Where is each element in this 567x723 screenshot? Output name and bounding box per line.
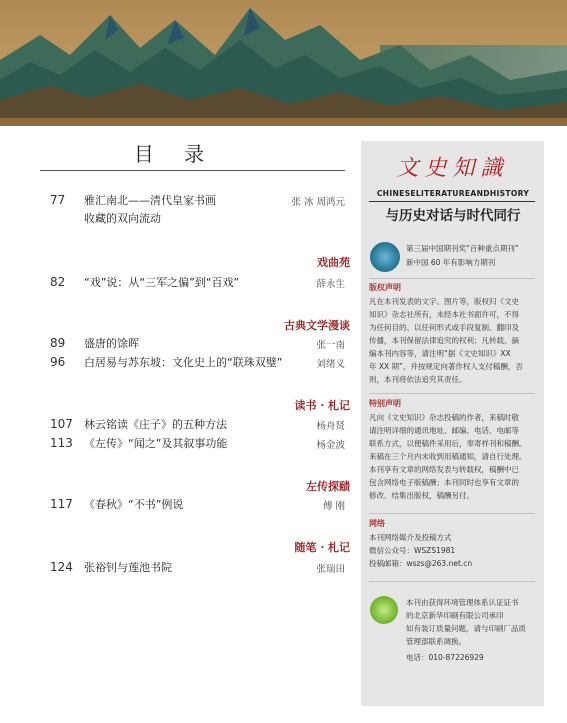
entry-author: 张瑞田 — [316, 564, 345, 575]
landscape-painting-banner — [0, 0, 567, 126]
printer-info: 如有装订质量问题，请与印刷厂品质 — [406, 624, 526, 633]
network-heading: 网络 — [369, 519, 385, 528]
english-title: CHINESELITERATUREANDHISTORY — [376, 189, 530, 198]
section-header-classical-literature: 古典文学漫谈 — [284, 319, 350, 332]
section-header-essays: 随笔 · 札记 — [294, 541, 350, 554]
printer-info: 管理部联系调换。 — [406, 637, 466, 646]
entry-title: 盛唐的馀晖 — [84, 337, 139, 350]
entry-title: 雅汇南北——清代皇家书画 — [84, 194, 216, 207]
special-notice-text: 修改、结集出版权，稿酬另付。 — [369, 491, 474, 500]
entry-author: 张一南 — [316, 340, 345, 351]
section-header-zuozhuan: 左传探赜 — [306, 480, 350, 493]
special-notice-text: 本刊享有文章的网络发表与转载权，稿酬中已 — [369, 465, 519, 474]
entry-author: 张 冰 周鸿元 — [291, 197, 345, 208]
page-number: 77 — [50, 193, 66, 207]
entry-title: 《春秋》“不书”例说 — [84, 498, 184, 511]
magazine-logo: 文史知識 — [396, 156, 509, 181]
award-badge-icon — [370, 242, 400, 272]
slogan: 与历史对话与时代同行 — [385, 208, 521, 224]
info-sidebar — [361, 141, 544, 706]
special-notice-text: 凡向《文史知识》杂志投稿的作者，来稿时敬 — [369, 413, 519, 422]
section-header-opera: 戏曲苑 — [317, 256, 350, 269]
page-number: 107 — [50, 417, 73, 431]
copyright-text: 凡在本刊发表的文字、图片等，版权归《文史 — [369, 297, 519, 306]
special-notice-text: 联系方式，以便稿件采用后，奉寄样刊和稿酬。 — [369, 439, 527, 448]
environment-cert-icon — [370, 596, 398, 624]
divider — [369, 278, 535, 279]
printer-phone: 电话：010-87226929 — [406, 653, 484, 662]
entry-title: 张裕钊与莲池书院 — [84, 561, 172, 574]
printer-info: 本刊由获得环境管理体系认证证书 — [406, 598, 519, 607]
award-line: 新中国 60 年有影响力期刊 — [406, 258, 496, 267]
entry-author: 杨金波 — [316, 440, 345, 451]
copyright-heading: 版权声明 — [369, 283, 401, 292]
special-notice-text: 来稿在三个月内未收到用稿通知，请自行处理。 — [369, 452, 527, 461]
award-line: 第三届中国期刊奖“百种重点期刊” — [406, 244, 519, 253]
network-text: 本刊网络媒介及投稿方式 — [369, 533, 452, 542]
entry-author: 薛永生 — [316, 279, 345, 290]
page-number: 89 — [50, 336, 66, 350]
entry-title-line2: 收藏的双向流动 — [84, 212, 161, 225]
divider — [369, 393, 535, 394]
copyright-text: 传播，本刊保留法律追究的权利；凡转载、摘 — [369, 336, 519, 345]
page-number: 124 — [50, 560, 73, 574]
divider — [369, 581, 535, 582]
title-divider — [40, 170, 345, 171]
entry-title: 林云铭读《庄子》的五种方法 — [84, 418, 227, 431]
copyright-text: 为任何目的、以任何形式或手段复制、翻印及 — [369, 323, 519, 332]
special-notice-text: 请注明详细的通讯地址、邮编、电话、电邮等 — [369, 426, 519, 435]
entry-title: “戏”说：从“三军之偏”到“百戏” — [84, 276, 240, 289]
special-notice-text: 包含网络电子版稿酬；本刊同时也享有文章的 — [369, 478, 519, 487]
entry-title: 《左传》“闻之”及其叙事功能 — [84, 437, 228, 450]
copyright-text: 知识》杂志社所有，未经本社书面许可，不得 — [369, 310, 519, 319]
entry-author: 刘绪义 — [316, 359, 345, 370]
entry-author: 傅 刚 — [322, 501, 345, 512]
copyright-text: 年 XX 期”，并按规定向著作权人支付稿酬，否 — [369, 362, 523, 371]
entry-title: 白居易与苏东坡：文化史上的“联珠双璧” — [84, 356, 283, 369]
page-number: 113 — [50, 436, 73, 450]
section-header-reading-notes: 读书 · 札记 — [294, 399, 350, 412]
special-notice-heading: 特别声明 — [369, 399, 401, 408]
toc-title: 目 录 — [133, 142, 217, 166]
printer-info: 的北京新华印刷有限公司承印 — [406, 611, 504, 620]
landscape-painting — [0, 0, 567, 126]
submission-email: 投稿邮箱：wszs@263.net.cn — [369, 559, 473, 568]
page-number: 117 — [50, 497, 73, 511]
entry-author: 杨舟贤 — [316, 421, 345, 432]
divider — [369, 513, 535, 514]
page-number: 96 — [50, 355, 66, 369]
copyright-text: 编本刊内容等，请注明“据《文史知识》XX — [369, 349, 511, 358]
logo-divider — [369, 201, 535, 202]
page-number: 82 — [50, 275, 66, 289]
copyright-text: 则，本刊将依法追究其责任。 — [369, 375, 467, 384]
wechat-account: 微信公众号：WSZS1981 — [369, 546, 456, 555]
